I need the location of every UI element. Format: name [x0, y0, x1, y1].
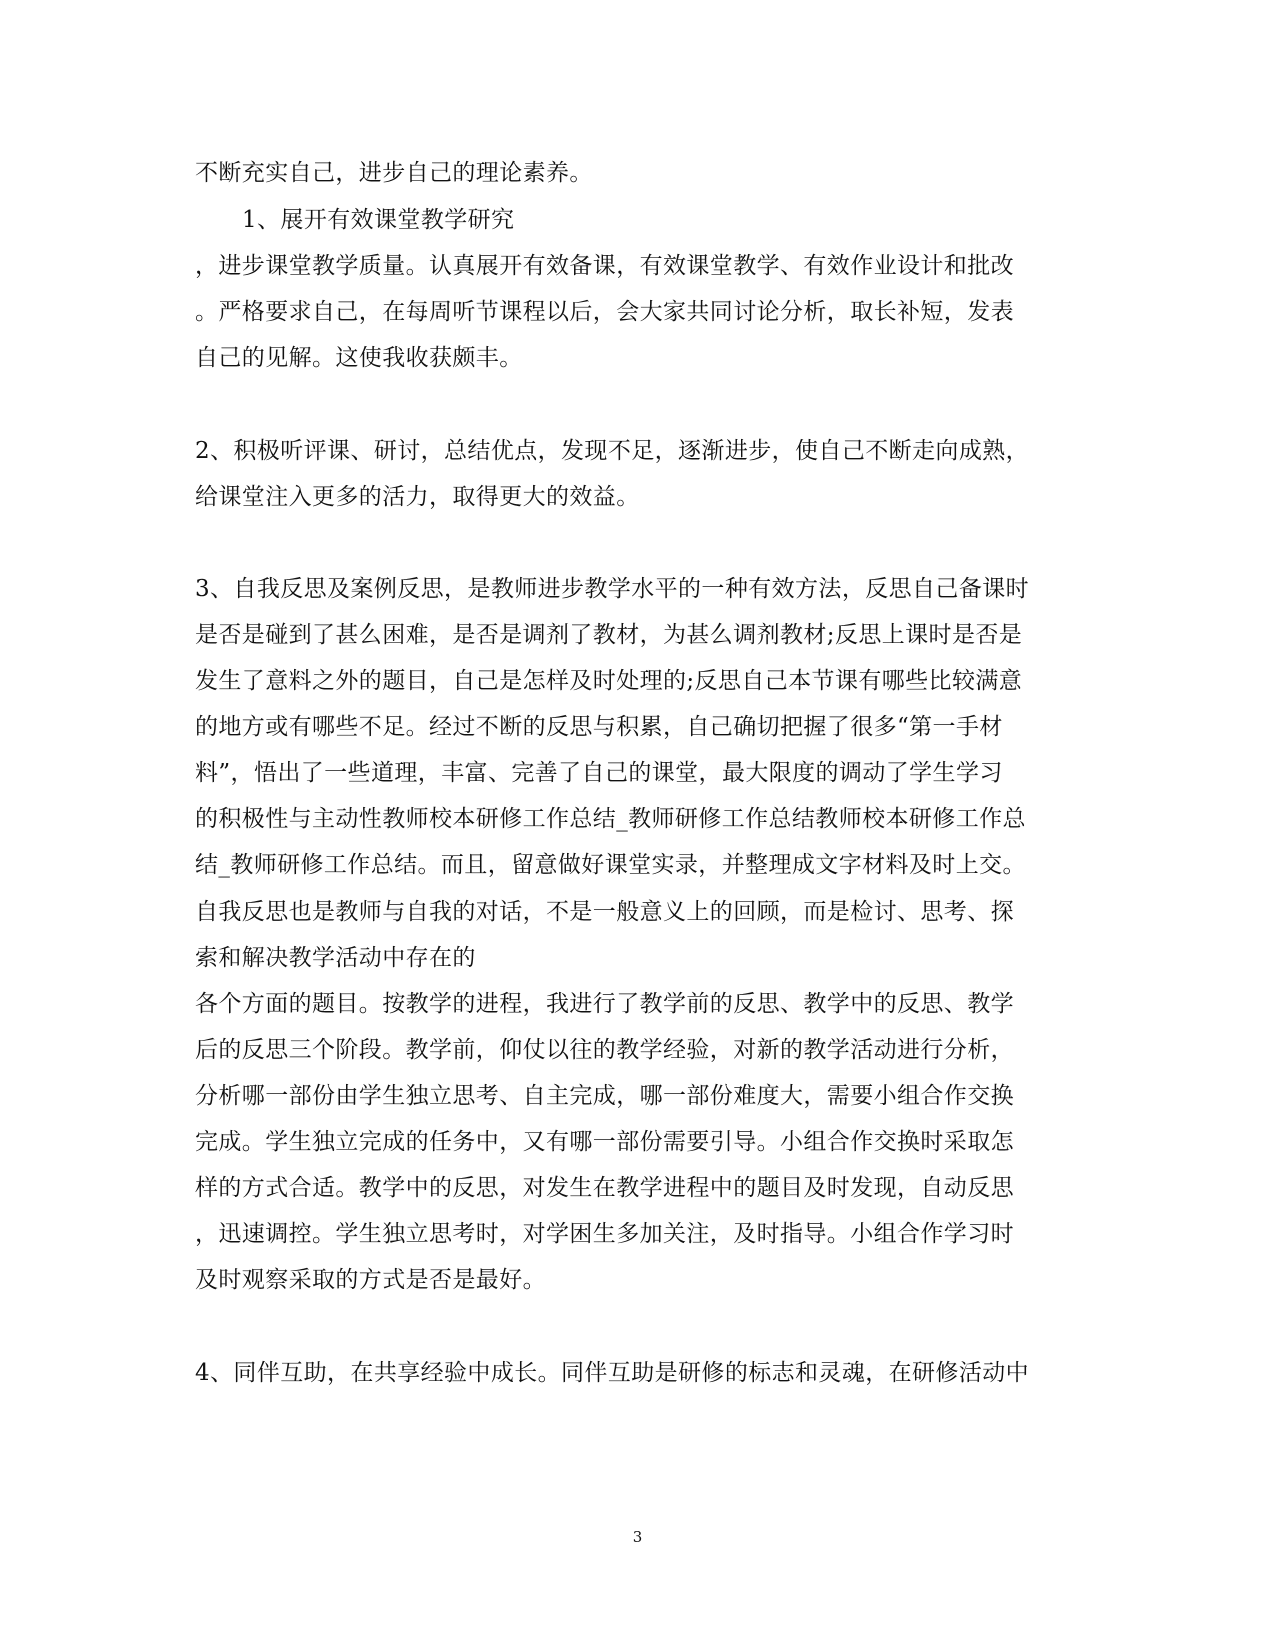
text-line: 。严格要求自己，在每周听节课程以后，会大家共同讨论分析，取长补短，发表	[195, 299, 1014, 325]
text-line: 后的反思三个阶段。教学前，仰仗以往的教学经验，对新的教学活动进行分析，	[195, 1037, 1014, 1063]
text-line: 自我反思也是教师与自我的对话，不是一般意义上的回顾，而是检讨、思考、探	[195, 899, 1014, 925]
text-line: 及时观察采取的方式是否是最好。	[195, 1267, 546, 1293]
text-line: 的积极性与主动性教师校本研修工作总结_教师研修工作总结教师校本研修工作总	[195, 806, 1026, 832]
text-line: 4、同伴互助，在共享经验中成长。同伴互助是研修的标志和灵魂，在研修活动中	[195, 1360, 1030, 1386]
text-line: 料”，悟出了一些道理，丰富、完善了自己的课堂，最大限度的调动了学生学习	[195, 760, 1003, 786]
text-line: 自己的见解。这使我收获颇丰。	[195, 345, 523, 371]
text-line: 1、展开有效课堂教学研究	[242, 207, 515, 233]
text-line: ，迅速调控。学生独立思考时，对学困生多加关注，及时指导。小组合作学习时	[195, 1221, 1014, 1247]
text-line: 样的方式合适。教学中的反思，对发生在教学进程中的题目及时发现，自动反思	[195, 1175, 1014, 1201]
text-line: 各个方面的题目。按教学的进程，我进行了教学前的反思、教学中的反思、教学	[195, 991, 1014, 1017]
text-line: 不断充实自己，进步自己的理论素养。	[195, 160, 593, 186]
text-line: 发生了意料之外的题目，自己是怎样及时处理的;反思自己本节课有哪些比较满意	[195, 668, 1023, 694]
text-line: 3、自我反思及案例反思，是教师进步教学水平的一种有效方法，反思自己备课时	[195, 576, 1030, 602]
text-line: 是否是碰到了甚么困难，是否是调剂了教材，为甚么调剂教材;反思上课时是否是	[195, 622, 1023, 648]
text-line: 给课堂注入更多的活力，取得更大的效益。	[195, 484, 640, 510]
text-line: 2、积极听评课、研讨，总结优点，发现不足，逐渐进步，使自己不断走向成熟，	[195, 438, 1030, 464]
text-line: ，进步课堂教学质量。认真展开有效备课，有效课堂教学、有效作业设计和批改	[195, 253, 1014, 279]
text-line: 的地方或有哪些不足。经过不断的反思与积累，自己确切把握了很多“第一手材	[195, 714, 1003, 740]
text-line: 分析哪一部份由学生独立思考、自主完成，哪一部份难度大，需要小组合作交换	[195, 1083, 1014, 1109]
text-line: 索和解决教学活动中存在的	[195, 945, 476, 971]
text-line: 完成。学生独立完成的任务中，又有哪一部份需要引导。小组合作交换时采取怎	[195, 1129, 1014, 1155]
page-number: 3	[632, 1528, 643, 1546]
text-line: 结_教师研修工作总结。而且，留意做好课堂实录，并整理成文字材料及时上交。	[195, 852, 1026, 878]
